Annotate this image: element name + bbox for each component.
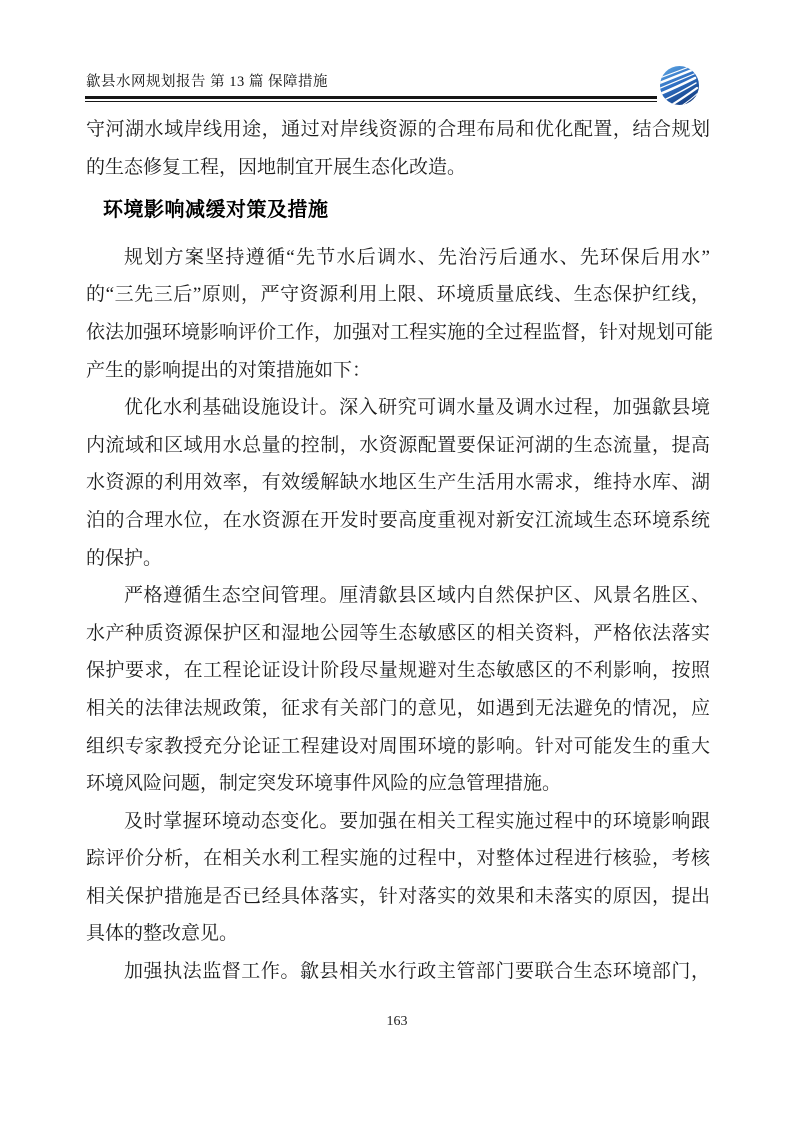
- paragraph: [86, 111, 710, 186]
- page-number: 163: [386, 1014, 408, 1029]
- text-line: 及时掌握环境动态变化。要加强在相关工程实施过程中的环境影响跟: [124, 810, 710, 832]
- text-line: 组织专家教授充分论证工程建设对周围环境的影响。针对可能发生的重大: [86, 735, 710, 757]
- paragraph: [86, 803, 710, 953]
- text-line: 加强执法监督工作。歙县相关水行政主管部门要联合生态环境部门，: [124, 961, 710, 983]
- text-line: 优化水利基础设施设计。深入研究可调水量及调水过程，加强歙县境: [124, 397, 710, 419]
- text-line: 水产种质资源保护区和湿地公园等生态敏感区的相关资料，严格依法落实: [86, 622, 710, 644]
- text-line: 相关的法律法规政策，征求有关部门的意见，如遇到无法避免的情况，应: [86, 697, 710, 719]
- text-line: 水资源的利用效率，有效缓解缺水地区生产生活用水需求，维持水库、湖: [86, 472, 710, 494]
- document-body: [86, 111, 714, 991]
- text-line: 依法加强环境影响评价工作，加强对工程实施的全过程监督，针对规划可能: [86, 321, 714, 343]
- text-line: 环境风险问题，制定突发环境事件风险的应急管理措施。: [86, 773, 562, 795]
- text-line: 的保护。: [86, 547, 163, 569]
- paragraph: [86, 577, 710, 803]
- header-rule-thin: [85, 101, 657, 102]
- text-line: 相关保护措施是否已经具体落实，针对落实的效果和未落实的原因，提出: [86, 885, 710, 907]
- text-line: 内流域和区域用水总量的控制，水资源配置要保证河湖的生态流量，提高: [86, 434, 710, 456]
- text-line: 规划方案坚持遵循“先节水后调水、先治污后通水、先环保后用水”: [124, 246, 710, 268]
- text-line: 泊的合理水位，在水资源在开发时要高度重视对新安江流域生态环境系统: [86, 509, 710, 531]
- text-line: 产生的影响提出的对策措施如下：: [86, 359, 372, 381]
- paragraph: [86, 953, 710, 991]
- section-heading: 环境影响减缓对策及措施: [103, 199, 329, 222]
- report-header-title: 歙县水网规划报告 第 13 篇 保障措施: [86, 74, 328, 90]
- text-line: 的生态修复工程，因地制宜开展生态化改造。: [86, 156, 467, 178]
- text-line: 守河湖水域岸线用途，通过对岸线资源的合理布局和优化配置，结合规划: [86, 119, 710, 140]
- paragraph: [86, 389, 710, 577]
- text-line: 保护要求，在工程论证设计阶段尽量规避对生态敏感区的不利影响，按照: [86, 660, 710, 682]
- text-line: 的“三先三后”原则，严守资源利用上限、环境质量底线、生态保护红线，: [86, 284, 710, 306]
- text-line: 具体的整改意见。: [86, 923, 239, 945]
- paragraph: [86, 239, 714, 389]
- text-line: 踪评价分析，在相关水利工程实施的过程中，对整体过程进行核验，考核: [86, 848, 710, 870]
- text-line: 严格遵循生态空间管理。厘清歙县区域内自然保护区、风景名胜区、: [124, 585, 710, 607]
- water-institute-globe-logo: [659, 65, 700, 106]
- header-rule: [85, 96, 657, 102]
